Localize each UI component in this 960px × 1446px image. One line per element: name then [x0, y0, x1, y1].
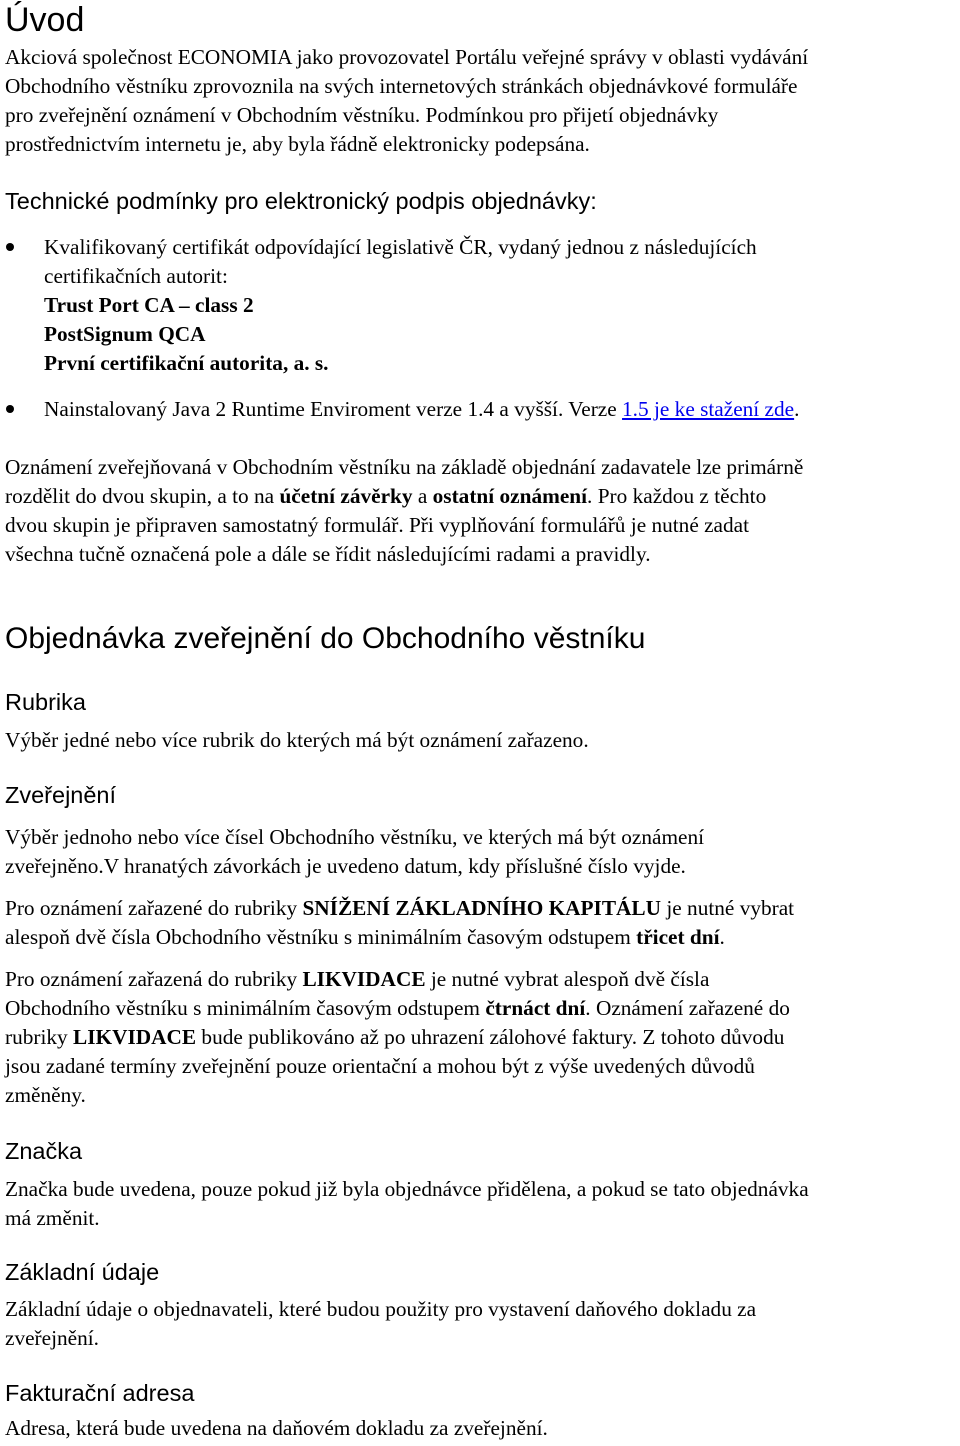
intro-line: Obchodního věstníku zprovoznila na svých internetových stránkách objednávkové formuláře [5, 74, 798, 98]
bullet-icon [6, 405, 14, 413]
objednavka-heading: Objednávka zveřejnění do Obchodního věstníku [5, 622, 646, 655]
zverejneni-paragraph-3: Pro oznámení zařazená do rubriky LIKVIDACE je nutné vybrat alespoň dvě čísla Obchodního věstníku s minimálním časovým odstupem čtrnáct dní. Oznámení zařazené do rubriky LIKVIDACE bude publikováno až po uhrazení zálohové faktury. Z tohoto důvodu jsou zadané termíny zveřejnění pouze orientační a mohou být z výše uvedených důvodů změněny. [5, 967, 790, 1107]
intro-line: pro zveřejnění oznámení v Obchodním věstníku. Podmínkou pro přijetí objednávky [5, 103, 719, 127]
intro-paragraph [5, 43, 960, 159]
rubrika-text: Výběr jedné nebo více rubrik do kterých má být oznámení zařazeno. [5, 728, 589, 752]
authority-item: Trust Port CA – class 2 [44, 293, 254, 317]
tech-bullet-1: Kvalifikovaný certifikát odpovídající legislativě ČR, vydaný jednou z následujících certifikačních autorit: Trust Port CA – class 2 PostSignum QCA První certifikační autorita, a. s. [44, 233, 757, 378]
intro-line: prostřednictvím internetu je, aby byla řádně elektronicky podepsána. [5, 132, 590, 156]
rubrika-heading: Rubrika [5, 689, 86, 715]
fakturacni-adresa-text: Adresa, která bude uvedena na daňovém dokladu za zveřejnění. [5, 1416, 548, 1440]
tech-bullet-2: Nainstalovaný Java 2 Runtime Enviroment verze 1.4 a vyšší. Verze 1.5 je ke stažení zde. [44, 397, 800, 421]
zakladni-udaje-heading: Základní údaje [5, 1259, 160, 1285]
zakladni-udaje-paragraph: Základní údaje o objednavateli, které budou použity pro vystavení daňového dokladu za zveřejnění. [5, 1297, 757, 1350]
znacka-heading: Značka [5, 1138, 83, 1164]
zverejneni-heading: Zveřejnění [5, 782, 117, 808]
intro-line: Akciová společnost ECONOMIA jako provozovatel Portálu veřejné správy v oblasti vydávání [5, 45, 809, 69]
authority-item: První certifikační autorita, a. s. [44, 351, 329, 375]
java-download-link[interactable]: 1.5 je ke stažení zde [622, 397, 795, 421]
bullet-icon [6, 243, 14, 251]
intro-heading: Úvod [5, 1, 85, 39]
fakturacni-adresa-heading: Fakturační adresa [5, 1380, 195, 1406]
zverejneni-paragraph-1: Výběr jednoho nebo více čísel Obchodního věstníku, ve kterých má být oznámení zveřejněno.V hranatých závorkách je uvedeno datum, kdy příslušné číslo vyjde. [5, 825, 705, 878]
zverejneni-paragraph-2: Pro oznámení zařazené do rubriky SNÍŽENÍ ZÁKLADNÍHO KAPITÁLU je nutné vybrat alespoň dvě čísla Obchodního věstníku s minimálním časovým odstupem třicet dní. [5, 896, 795, 949]
tech-heading: Technické podmínky pro elektronický podpis objednávky: [5, 188, 597, 214]
authority-item: PostSignum QCA [44, 322, 206, 346]
znacka-paragraph: Značka bude uvedena, pouze pokud již byla objednávce přidělena, a pokud se tato objednávka má změnit. [5, 1177, 809, 1230]
oznameni-paragraph: Oznámení zveřejňovaná v Obchodním věstníku na základě objednání zadavatele lze primárně rozdělit do dvou skupin, a to na účetní závěrky a ostatní oznámení. Pro každou z těchto dvou skupin je připraven samostatný formulář. Při vyplňování formulářů je nutné zadat všechna tučně označená pole a dále se řídit následujícími radami a pravidly. [5, 455, 804, 566]
